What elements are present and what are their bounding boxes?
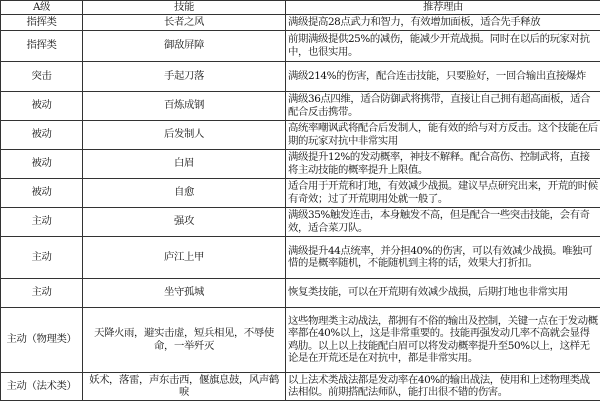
- row-reason: 恢复类技能，可以在开荒期有效减少战损，后期打地也非常实用: [286, 278, 600, 307]
- row-category: 被动: [1, 120, 83, 149]
- header-category: A级: [1, 1, 83, 15]
- table-row: [1, 30, 600, 61]
- row-category: 被动: [1, 91, 83, 120]
- row-skill: 手起刀落: [83, 61, 286, 91]
- row-reason: 这些物理类主动战法，都拥有不俗的输出及控制，关键一点在于发动概率都在40%以上，这是非常重要的。技能再强发动几率不高就会显得鸡肋。以上以上技能配白眉可以将发动概率提升至50%以上，这样无论是在开荒还是在对抗中，都是非常实用。: [286, 307, 600, 372]
- row-category: 被动: [1, 149, 83, 178]
- table-row: [1, 91, 600, 120]
- table-row: [1, 61, 600, 91]
- table-row: [1, 149, 600, 178]
- row-category: 主动: [1, 278, 83, 307]
- row-skill: 妖术，落雷，声东击西，偃旗息鼓，风声鹤唳: [83, 372, 286, 400]
- row-category: 指挥类: [1, 30, 83, 61]
- header-skill: 技能: [83, 1, 286, 15]
- table-row: [1, 14, 600, 30]
- row-skill: 百炼成钢: [83, 91, 286, 120]
- row-reason: 满级36点四维，适合防御武将携带，直接让自己拥有超高面板，适合配合反击携带。: [286, 91, 600, 120]
- table-row: [1, 307, 600, 372]
- row-reason: 满级35%触发连击，本身触发不高，但是配合一些突击技能，会有奇效，适合菜刀队。: [286, 207, 600, 236]
- table-row: [1, 372, 600, 400]
- row-reason: 前期满级提供25%的减伤，能减少开荒战损。同时在以后的玩家对抗中，也很实用。: [286, 30, 600, 61]
- row-reason: 适合用于开荒和打地，有效减少战损。建议早点研究出来，开荒的时候有奇效；过了开荒期用处就一般了。: [286, 178, 600, 207]
- row-skill: 坐守孤城: [83, 278, 286, 307]
- row-skill: 天降火雨，避实击虚，短兵相见，不辱使命，一举歼灭: [83, 307, 286, 372]
- row-reason: 高统率嘲讽武将配合后发制人，能有效的给与对方反击。这个技能在后期的玩家对抗中非常实用: [286, 120, 600, 149]
- row-category: 主动（法术类）: [1, 372, 83, 400]
- table-row: [1, 236, 600, 278]
- row-category: 主动: [1, 236, 83, 278]
- header-reason: 推荐理由: [286, 1, 600, 15]
- table-row: [1, 120, 600, 149]
- row-category: 被动: [1, 178, 83, 207]
- row-skill: 白眉: [83, 149, 286, 178]
- row-reason: 满级提高28点武力和智力，有效增加面板，适合先手释放: [286, 14, 600, 30]
- row-reason: 以上法术类战法都是发动率在40%的输出战法，使用和上述物理类战法相似。前期搭配法师队，能打出很不错的伤害。: [286, 372, 600, 400]
- row-category: 指挥类: [1, 14, 83, 30]
- header-row: [1, 1, 600, 15]
- row-category: 主动（物理类）: [1, 307, 83, 372]
- row-skill: 后发制人: [83, 120, 286, 149]
- table-row: [1, 178, 600, 207]
- table-row: [1, 278, 600, 307]
- table-row: [1, 207, 600, 236]
- row-skill: 庐江上甲: [83, 236, 286, 278]
- row-reason: 满级214%的伤害，配合连击技能，只要脸好，一回合输出直接爆炸: [286, 61, 600, 91]
- row-reason: 满级提升44点统率，并分担40%的伤害，可以有效减少战损。唯独可惜的是概率随机，不能随机到主将的话，效果大打折扣。: [286, 236, 600, 278]
- row-skill: 御敌屏障: [83, 30, 286, 61]
- row-skill: 强攻: [83, 207, 286, 236]
- row-category: 突击: [1, 61, 83, 91]
- row-skill: 自愈: [83, 178, 286, 207]
- row-category: 主动: [1, 207, 83, 236]
- row-skill: 长者之风: [83, 14, 286, 30]
- row-reason: 满级提升12%的发动概率，神技不解释。配合高伤、控制武将，直接将主动技能的概率提升上限值。: [286, 149, 600, 178]
